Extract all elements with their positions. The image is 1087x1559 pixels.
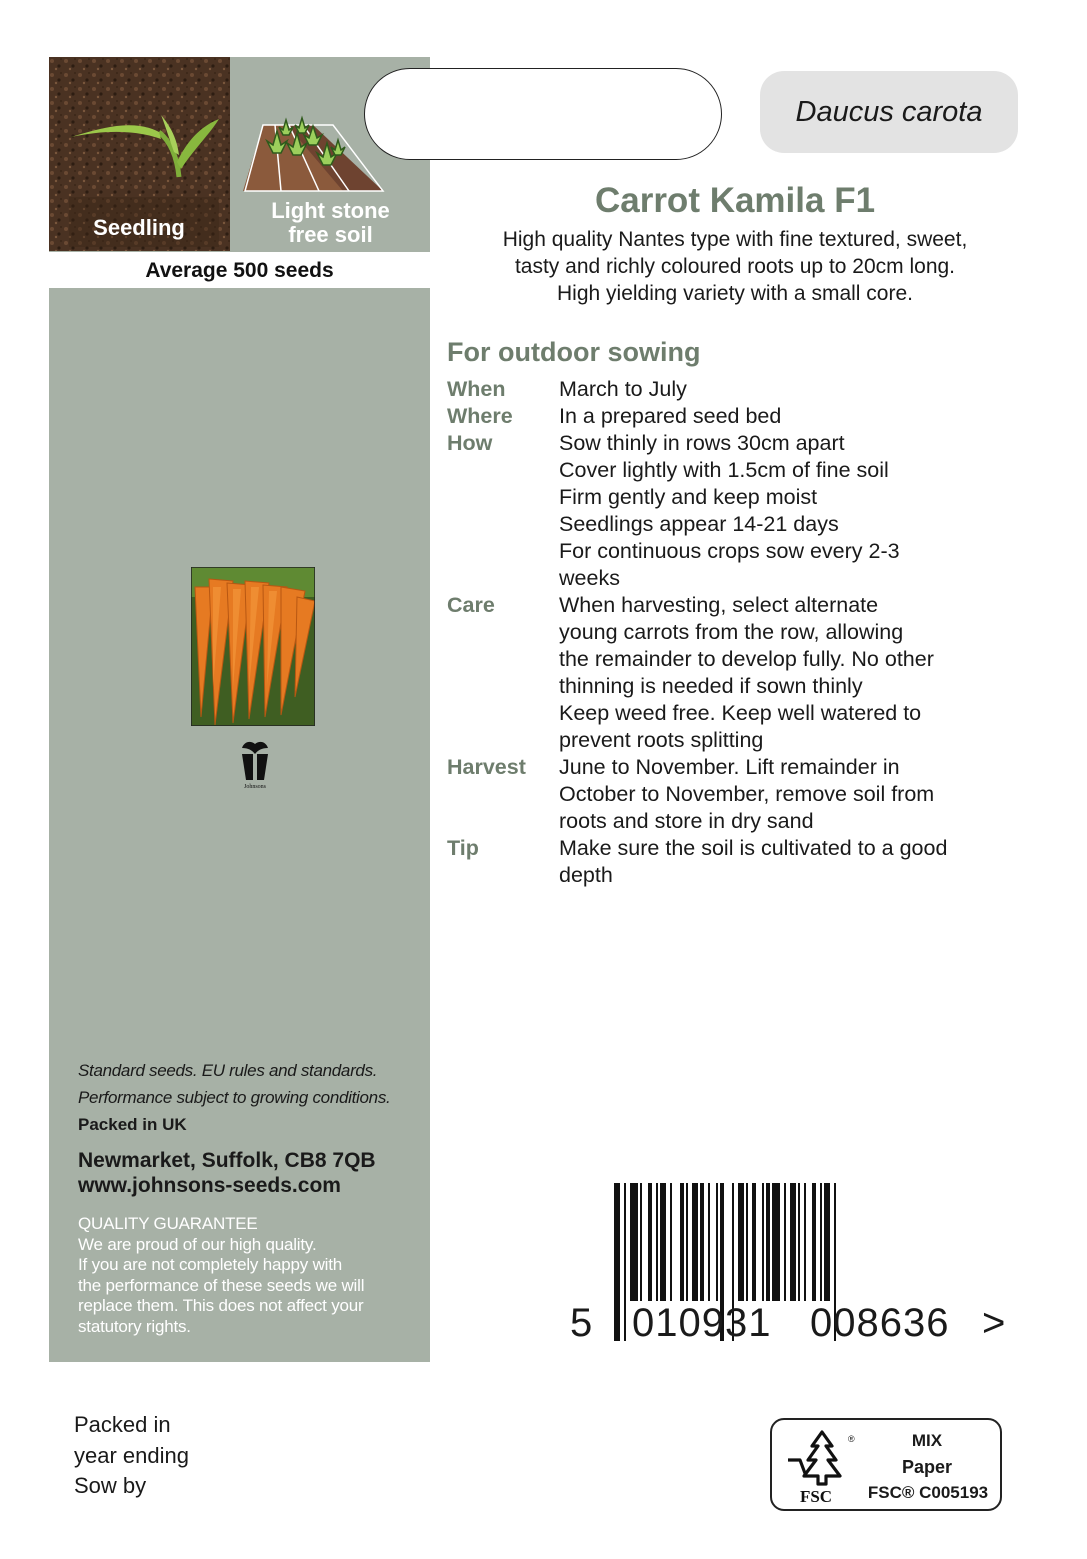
barcode-bar: [648, 1183, 652, 1301]
sow-by-label: Sow by: [74, 1473, 147, 1498]
barcode-bar: [656, 1183, 658, 1301]
sowing-value: [559, 835, 1047, 889]
barcode-bar: [746, 1183, 748, 1301]
fsc-mix: MIX: [911, 1431, 943, 1450]
sowing-key: Harvest: [447, 755, 526, 779]
sowing-line: Keep weed free. Keep well watered to: [559, 701, 922, 725]
fsc-badge: [770, 1418, 1002, 1511]
sowing-line: depth: [559, 863, 613, 887]
barcode-digits-right: 008636: [810, 1301, 950, 1345]
barcode-bar: [630, 1183, 638, 1301]
barcode-bar: [804, 1183, 806, 1301]
barcode-bar: [716, 1183, 718, 1301]
sowing-line: thinning is needed if sown thinly: [559, 674, 863, 698]
barcode-bar: [772, 1183, 780, 1301]
barcode-end-mark: >: [982, 1301, 1006, 1345]
guarantee-line: statutory rights.: [78, 1316, 191, 1336]
sowing-value: [559, 592, 1047, 754]
sowing-instructions: [447, 376, 1047, 889]
barcode-bar: [700, 1183, 704, 1301]
barcode-digits-left: 010931: [632, 1301, 772, 1345]
company-website: www.johnsons-seeds.com: [78, 1174, 341, 1197]
barcode-bar: [640, 1183, 642, 1301]
fsc-paper: Paper: [901, 1457, 953, 1477]
barcode-bar: [692, 1183, 698, 1301]
sowing-heading: For outdoor sowing: [447, 337, 701, 367]
standards-line1: Standard seeds. EU rules and standards.: [78, 1061, 378, 1080]
sowing-row-care: [447, 592, 1047, 754]
sowing-line: Seedlings appear 14-21 days: [559, 512, 839, 536]
barcode-bar: [660, 1183, 666, 1301]
svg-text:®: ®: [848, 1434, 855, 1444]
product-title: Carrot Kamila F1: [594, 181, 876, 220]
barcode-bar: [790, 1183, 796, 1301]
sowing-line: roots and store in dry sand: [559, 809, 814, 833]
sowing-value: [559, 403, 1047, 430]
barcode-bar: [784, 1183, 786, 1301]
barcode-bar: [624, 1183, 626, 1341]
barcode-bar: [708, 1183, 710, 1301]
description-line: High yielding variety with a small core.: [557, 282, 913, 305]
sowing-line: prevent roots splitting: [559, 728, 764, 752]
seed-count: Average 500 seeds: [49, 252, 430, 288]
sowing-line: June to November. Lift remainder in: [559, 755, 900, 779]
standards-line2: Performance subject to growing conditions.: [78, 1088, 391, 1107]
brand-mark-text: Johnsons: [243, 784, 267, 790]
sowing-row-how: [447, 430, 1047, 592]
carrot-photo: [191, 567, 315, 726]
product-description: [440, 226, 1030, 307]
sowing-key: Care: [447, 593, 495, 617]
sowing-value: [559, 754, 1047, 835]
guarantee-line: replace them. This does not affect your: [78, 1296, 364, 1316]
barcode-bar: [766, 1183, 770, 1301]
packed-in-uk: Packed in UK: [78, 1115, 187, 1134]
guarantee-line: We are proud of our high quality.: [78, 1234, 317, 1254]
sowing-key: How: [447, 431, 493, 455]
barcode-digit-first: 5: [570, 1301, 593, 1345]
guarantee-heading: QUALITY GUARANTEE: [78, 1214, 258, 1233]
barcode-bar: [614, 1183, 620, 1341]
barcode-bar: [824, 1183, 830, 1301]
sowing-line: Make sure the soil is cultivated to a good: [559, 836, 948, 860]
fsc-logo-text: FSC: [799, 1487, 833, 1506]
seedling-label: Seedling: [93, 215, 185, 240]
barcode: [570, 1183, 1015, 1348]
soil-label-line2: free soil: [288, 222, 373, 247]
sowing-line: Cover lightly with 1.5cm of fine soil: [559, 458, 889, 482]
barcode-bar: [680, 1183, 684, 1301]
sowing-line: For continuous crops sow every 2-3: [559, 539, 900, 563]
sowing-value: [559, 376, 1047, 403]
sowing-row-harvest: [447, 754, 1047, 835]
sowing-row-where: [447, 403, 1047, 430]
packed-in-label: Packed in: [74, 1412, 171, 1437]
barcode-bar: [670, 1183, 672, 1301]
sowing-value: [559, 430, 1047, 592]
barcode-bar: [686, 1183, 688, 1301]
blank-label-area: [364, 68, 722, 160]
barcode-bar: [762, 1183, 764, 1301]
sowing-line: Sow thinly in rows 30cm apart: [559, 431, 845, 455]
barcode-bar: [798, 1183, 800, 1301]
barcode-bar: [820, 1183, 822, 1301]
soil-label-line1: Light stone: [271, 198, 390, 223]
sowing-line: young carrots from the row, allowing: [559, 620, 904, 644]
sowing-key: Tip: [447, 836, 479, 860]
sowing-line: weeks: [559, 566, 620, 590]
packed-info: [74, 1410, 189, 1502]
fsc-tree-icon: [782, 1420, 862, 1508]
sowing-line: March to July: [559, 377, 687, 401]
sowing-key: Where: [447, 404, 513, 428]
johnsons-logo: [238, 740, 272, 790]
company-address: Newmarket, Suffolk, CB8 7QB: [78, 1149, 376, 1172]
sowing-line: In a prepared seed bed: [559, 404, 782, 428]
guarantee-line: the performance of these seeds we will: [78, 1275, 365, 1295]
barcode-bar: [738, 1183, 744, 1301]
barcode-bar: [752, 1183, 756, 1301]
sowing-row-when: [447, 376, 1047, 403]
fsc-code: FSC® C005193: [867, 1483, 989, 1502]
year-ending-label: year ending: [74, 1442, 189, 1468]
sowing-line: the remainder to develop fully. No other: [559, 647, 934, 671]
sowing-line: October to November, remove soil from: [559, 782, 935, 806]
sowing-key: When: [447, 377, 506, 401]
seedling-icon: [49, 57, 230, 251]
description-line: High quality Nantes type with fine textured, sweet,: [502, 228, 968, 251]
sowing-line: Firm gently and keep moist: [559, 485, 818, 509]
barcode-bar: [812, 1183, 816, 1301]
guarantee-line: If you are not completely happy with: [78, 1255, 343, 1275]
latin-name: Daucus carota: [760, 71, 1018, 153]
sowing-line: When harvesting, select alternate: [559, 593, 879, 617]
sowing-row-tip: [447, 835, 1047, 889]
description-line: tasty and richly coloured roots up to 20cm long.: [514, 255, 956, 278]
